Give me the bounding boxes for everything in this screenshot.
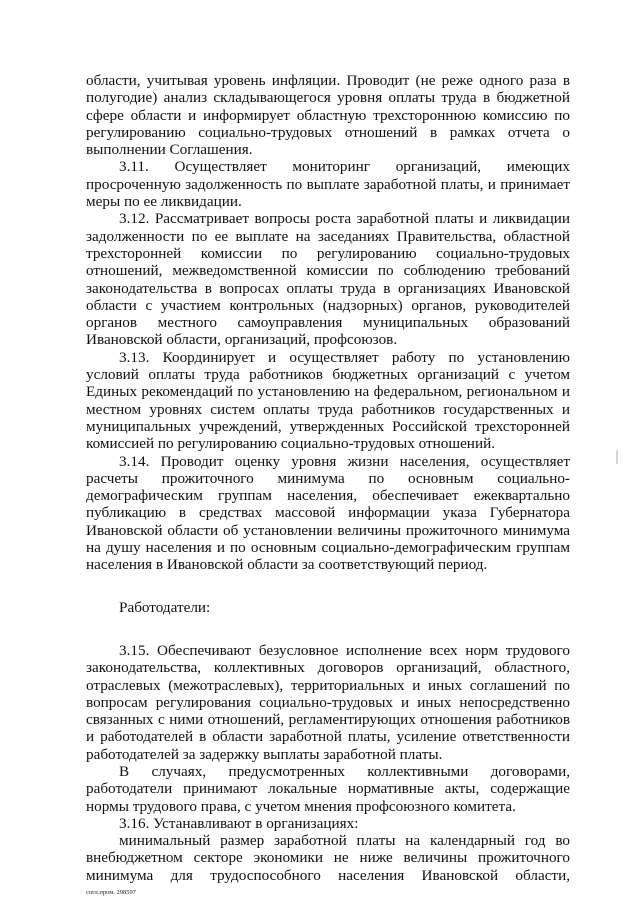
document-body (86, 72, 570, 884)
paragraph-collective-agreements: В случаях, предусмотренных коллективными договорами, работодатели принимают локальные нормативные акты, содержащие нормы трудового права, с учетом мнения профсоюзного комитета. (86, 762, 570, 815)
paragraph-3-11: 3.11. Осуществляет мониторинг организаций, имеющих просроченную задолженность по выплате заработной платы, и принимает меры по ее ликвидации. (86, 158, 570, 211)
footer-reference: согл.пром. 298597 (86, 889, 137, 896)
paragraph-3-15: 3.15. Обеспечивают безусловное исполнение всех норм трудового законодательства, коллективных договоров организаций, областного, отраслевых (межотраслевых), территориальных и иных соглашений по вопросам регулирования социально-трудовых и иных непосредственно связанных с ними отношений, регламентирующих отношения работников и работодателей в области заработной платы, усиление ответственности работодателей за задержку выплаты заработной платы. (86, 641, 570, 763)
paragraph-3-14: 3.14. Проводит оценку уровня жизни населения, осуществляет расчеты прожиточного минимума по основным социально-демографическим группам населения, обеспечивает ежеквартально публикацию в средствах массовой информации указа Губернатора Ивановской области об установлении величины прожиточного минимума на душу населения и по основным социально-демографическим группам населения в Ивановской области за соответствующий период. (86, 452, 570, 574)
paragraph-3-12: 3.12. Рассматривает вопросы роста заработной платы и ликвидации задолженности по ее выплате на заседаниях Правительства, областной трехсторонней комиссии по регулированию социально-трудовых отношений, межведомственной комиссии по соблюдению требований законодательства в вопросах оплаты труда в организациях Ивановской области с участием контрольных (надзорных) органов, руководителей органов местного самоуправления муниципальных образований Ивановской области, организаций, профсоюзов. (86, 210, 570, 349)
paragraph-continuation: области, учитывая уровень инфляции. Проводит (не реже одного раза в полугодие) анализ складывающегося уровня оплаты труда в бюджетной сфере области и информирует областную трехстороннюю комиссию по регулированию социально-трудовых отношений в рамках отчета о выполнении Соглашения. (86, 72, 570, 159)
section-heading-employers: Работодатели: (119, 598, 211, 616)
scan-artifact (616, 450, 618, 464)
paragraph-minimum-wage: минимальный размер заработной платы на календарный год во внебюджетном секторе экономики не ниже величины прожиточного минимума для трудоспособного населения Ивановской области, (86, 832, 570, 884)
paragraph-3-13: 3.13. Координирует и осуществляет работу по установлению условий оплаты труда работников бюджетных организаций с учетом Единых рекомендаций по установлению на федеральном, региональном и местном уровнях систем оплаты труда работников государственных и муниципальных учреждений, утвержденных Российской трехсторонней комиссией по регулированию социально-трудовых отношений. (86, 348, 570, 453)
paragraph-3-16: 3.16. Устанавливают в организациях: (119, 814, 359, 832)
